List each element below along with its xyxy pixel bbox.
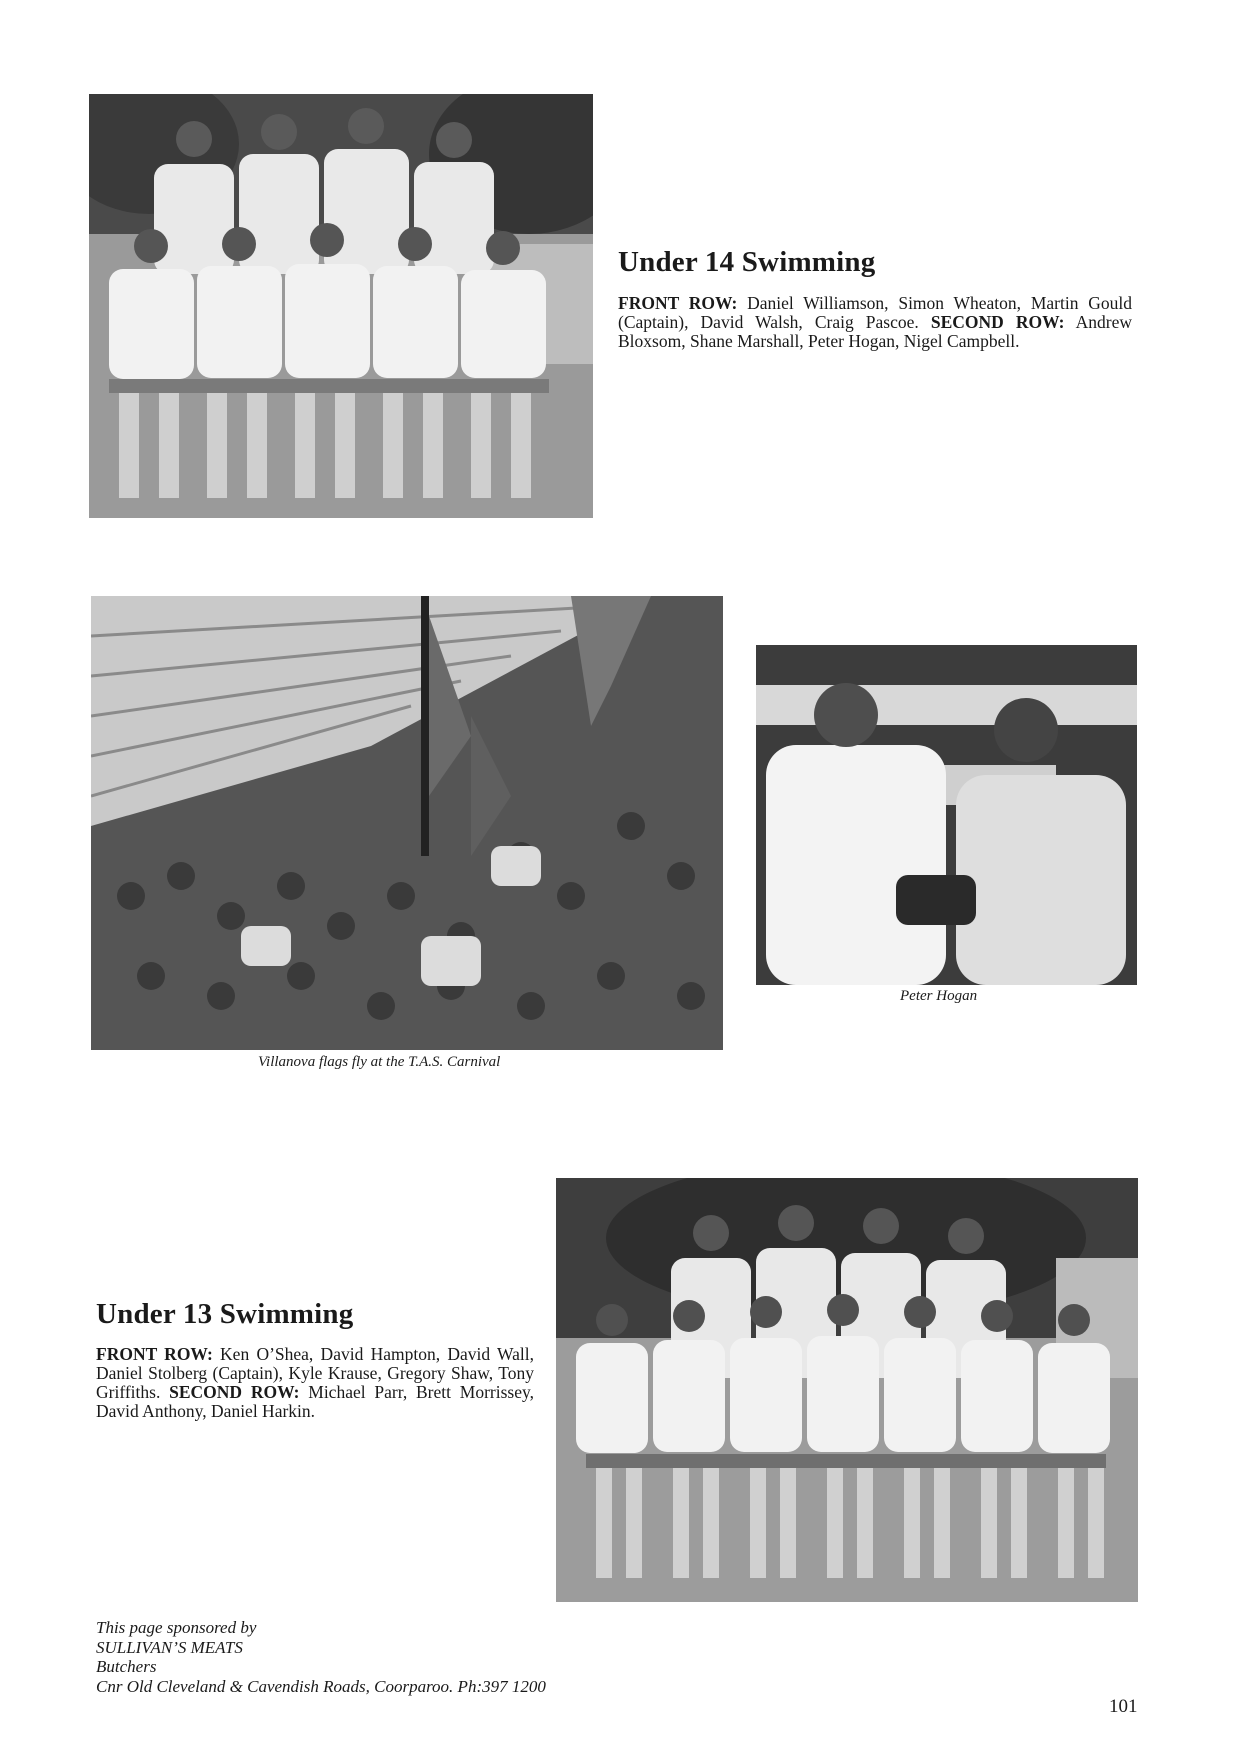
carnival-crowd-photo	[91, 596, 723, 1050]
sponsor-name: SULLIVAN’S MEATS	[96, 1637, 243, 1657]
front-row-names: Daniel Williamson, Simon Wheaton, Martin Gould (Captain), David Walsh, Craig Pascoe.	[618, 293, 1132, 332]
front-row-label: FRONT ROW:	[96, 1344, 213, 1364]
under-14-title: Under 14 Swimming	[618, 246, 876, 278]
front-row-label: FRONT ROW:	[618, 293, 738, 313]
page-number: 101	[1109, 1696, 1138, 1717]
second-row-names: Andrew Bloxsom, Shane Marshall, Peter Hogan, Nigel Campbell.	[618, 312, 1133, 351]
second-row-label: SECOND ROW:	[169, 1382, 300, 1402]
second-row-names: Michael Parr, Brett Morrissey, David Anthony, Daniel Harkin.	[96, 1382, 534, 1421]
sponsor-block	[96, 1618, 546, 1696]
peter-hogan-caption: Peter Hogan	[900, 988, 978, 1004]
under-13-caption	[96, 1345, 534, 1421]
second-row-label: SECOND ROW:	[930, 312, 1065, 332]
under-14-team-photo	[89, 94, 593, 518]
sponsor-intro: This page sponsored by	[96, 1618, 257, 1637]
sponsor-address: Cnr Old Cleveland & Cavendish Roads, Coorparoo. Ph:397 1200	[96, 1676, 546, 1696]
front-row-names: Ken O’Shea, David Hampton, David Wall, Daniel Stolberg (Captain), Kyle Krause, Gregory Shaw, Tony Griffiths.	[96, 1344, 535, 1402]
sponsor-business-type: Butchers	[96, 1657, 157, 1676]
under-13-team-photo	[556, 1178, 1138, 1602]
under-13-title: Under 13 Swimming	[96, 1298, 354, 1330]
carnival-photo-caption: Villanova flags fly at the T.A.S. Carnival	[258, 1054, 501, 1070]
peter-hogan-photo	[756, 645, 1137, 985]
under-14-caption	[618, 294, 1132, 351]
